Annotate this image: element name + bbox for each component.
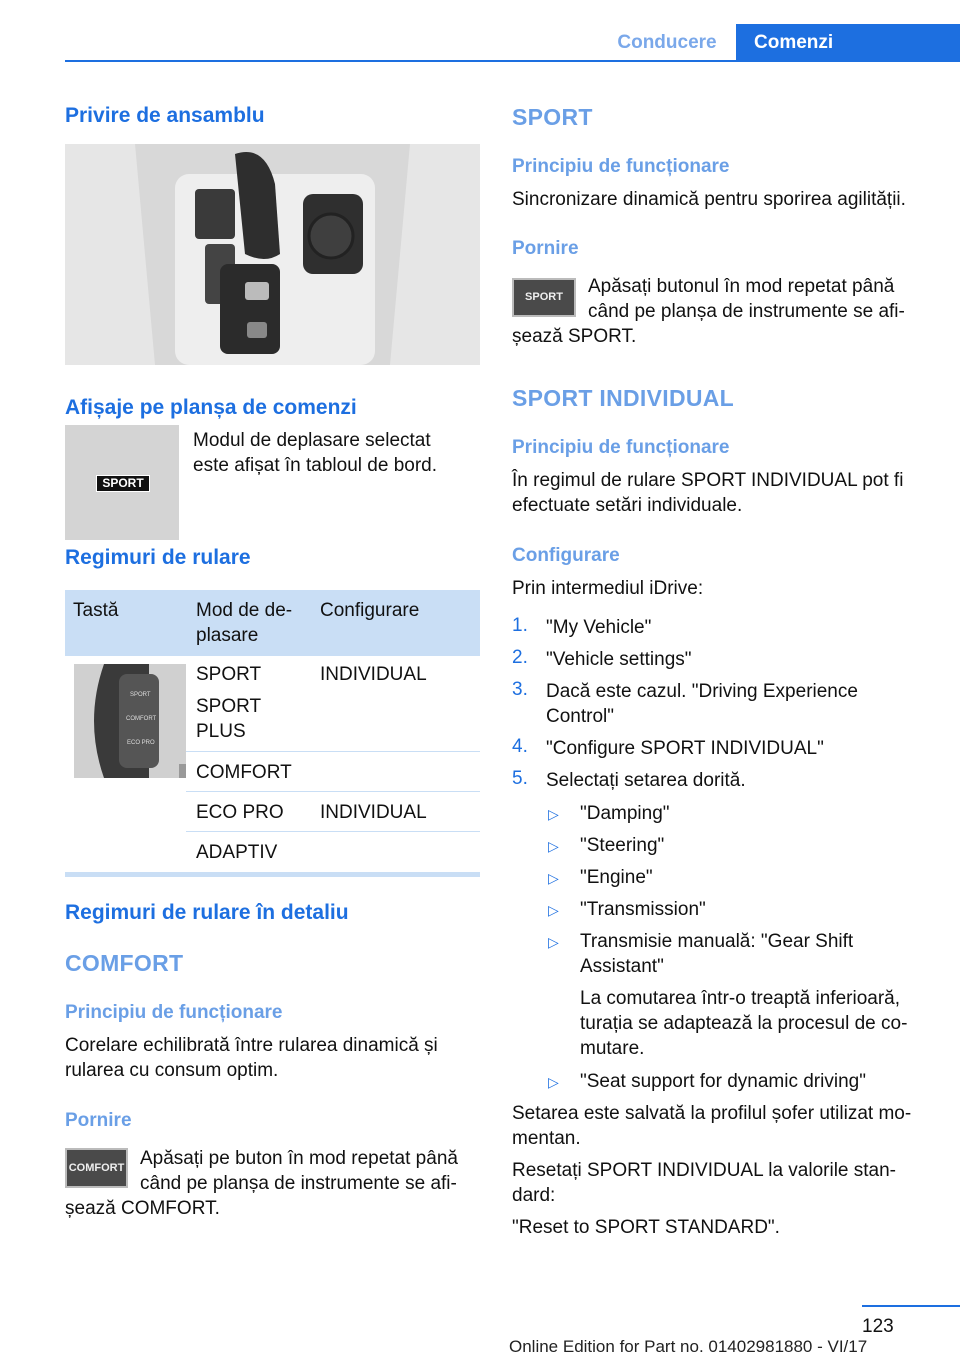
sub-note-2: turația se adaptează la procesul de co- — [580, 1013, 908, 1034]
saved-text-2: mentan. — [512, 1128, 581, 1149]
reset-text-3: "Reset to SPORT STANDARD". — [512, 1217, 780, 1238]
reset-text-2: dard: — [512, 1185, 556, 1206]
col-header-config: Configurare — [320, 600, 420, 621]
display-image — [65, 425, 179, 540]
row-sportplus-mode-2: PLUS — [196, 721, 246, 742]
comfort-button-image: COMFORT — [65, 1148, 128, 1188]
svg-text:SPORT: SPORT — [130, 692, 151, 698]
display-title: Afișaje pe planșa de comenzi — [65, 396, 357, 419]
sub-item-cont: Assistant" — [580, 956, 664, 977]
saved-text-1: Setarea este salvată la profilul șofer utilizat mo- — [512, 1103, 912, 1124]
reset-text-1: Resetați SPORT INDIVIDUAL la valorile stan- — [512, 1160, 897, 1181]
display-text-2: este afișat în tabloul de bord. — [193, 455, 437, 476]
sub-note-1: La comutarea într-o treaptă inferioară, — [580, 988, 901, 1009]
sport-title: SPORT — [512, 104, 593, 130]
bullet-triangle-icon: ▷ — [548, 1074, 559, 1090]
comfort-start-3: șează COMFORT. — [65, 1198, 220, 1219]
tab-conducere[interactable]: Conducere — [617, 32, 717, 53]
display-text-1: Modul de deplasare selectat — [193, 430, 431, 451]
table-bottom-rule — [65, 872, 480, 877]
row-adaptiv-mode: ADAPTIV — [196, 842, 278, 863]
indiv-title: SPORT INDIVIDUAL — [512, 385, 735, 411]
row-ecopro-mode: ECO PRO — [196, 802, 284, 823]
indiv-text-1: În regimul de rulare SPORT INDIVIDUAL pot fi — [512, 470, 904, 491]
step-number: 5. — [512, 768, 528, 789]
step-text: "Vehicle settings" — [546, 649, 692, 670]
svg-text:ECO PRO: ECO PRO — [127, 740, 155, 746]
sport-start-1: Apăsați butonul în mod repetat până — [588, 276, 895, 297]
row-divider — [186, 831, 480, 832]
page-number: 123 — [862, 1316, 894, 1337]
tab-comenzi[interactable]: Comenzi — [736, 24, 960, 61]
sub-item: "Seat support for dynamic driving" — [580, 1071, 866, 1092]
row-divider — [186, 791, 480, 792]
comfort-title: COMFORT — [65, 950, 184, 976]
sport-badge: SPORT — [96, 475, 150, 492]
config-heading: Configurare — [512, 545, 620, 566]
row-sportplus-mode: SPORT — [196, 696, 262, 717]
comfort-principle-heading: Principiu de funcționare — [65, 1002, 283, 1023]
indiv-text-2: efectuate setări individuale. — [512, 495, 743, 516]
bullet-triangle-icon: ▷ — [548, 870, 559, 886]
comfort-text-1: Corelare echilibrată între rularea dinamică și — [65, 1035, 438, 1056]
bullet-triangle-icon: ▷ — [548, 902, 559, 918]
bullet-triangle-icon: ▷ — [548, 838, 559, 854]
sub-note-3: mutare. — [580, 1038, 645, 1059]
sport-start-3: șează SPORT. — [512, 326, 637, 347]
step-text: "Configure SPORT INDIVIDUAL" — [546, 738, 824, 759]
comfort-text-2: rularea cu consum optim. — [65, 1060, 279, 1081]
row-sport-mode: SPORT — [196, 664, 262, 685]
step-number: 3. — [512, 679, 528, 700]
col-header-mod-2: plasare — [196, 625, 259, 646]
table-header — [65, 590, 480, 656]
comfort-start-1: Apăsați pe buton în mod repetat până — [140, 1148, 458, 1169]
sub-item: Transmisie manuală: "Gear Shift — [580, 931, 854, 952]
edition-text: Online Edition for Part no. 01402981880 - VI/17 — [509, 1337, 868, 1356]
sport-button-image: SPORT — [512, 278, 576, 317]
sub-item: "Steering" — [580, 835, 665, 856]
col-header-tasta: Tastă — [73, 600, 119, 621]
sport-text: Sincronizare dinamică pentru sporirea agilității. — [512, 189, 906, 210]
bullet-triangle-icon: ▷ — [548, 934, 559, 950]
overview-title: Privire de ansamblu — [65, 104, 265, 127]
mode-rocker-image — [74, 664, 186, 778]
footer-rule — [862, 1305, 960, 1307]
step-number: 4. — [512, 736, 528, 757]
step-text: Dacă este cazul. "Driving Experience — [546, 681, 858, 702]
sub-item: "Transmission" — [580, 899, 706, 920]
col-header-mod: Mod de de- — [196, 600, 293, 621]
step-number: 2. — [512, 647, 528, 668]
step-number: 1. — [512, 615, 528, 636]
step-text: "My Vehicle" — [546, 617, 652, 638]
config-intro: Prin intermediul iDrive: — [512, 578, 704, 599]
step-text: Selectați setarea dorită. — [546, 770, 746, 791]
row-sport-config: INDIVIDUAL — [320, 664, 427, 685]
header-rule — [65, 60, 960, 62]
sub-item: "Damping" — [580, 803, 670, 824]
svg-text:COMFORT: COMFORT — [126, 716, 157, 722]
sport-principle-heading: Principiu de funcționare — [512, 156, 730, 177]
row-ecopro-config: INDIVIDUAL — [320, 802, 427, 823]
sport-start-heading: Pornire — [512, 238, 579, 259]
comfort-start-heading: Pornire — [65, 1110, 132, 1131]
modes-title: Regimuri de rulare — [65, 546, 251, 569]
row-comfort-mode: COMFORT — [196, 762, 292, 783]
indiv-principle-heading: Principiu de funcționare — [512, 437, 730, 458]
step-text-cont: Control" — [546, 706, 614, 727]
row-divider — [186, 751, 480, 752]
detail-title: Regimuri de rulare în detaliu — [65, 901, 349, 924]
console-photo — [65, 144, 480, 365]
sport-start-2: când pe planșa de instrumente se afi- — [588, 301, 905, 322]
sub-item: "Engine" — [580, 867, 653, 888]
comfort-start-2: când pe planșa de instrumente se afi- — [140, 1173, 457, 1194]
bullet-triangle-icon: ▷ — [548, 806, 559, 822]
